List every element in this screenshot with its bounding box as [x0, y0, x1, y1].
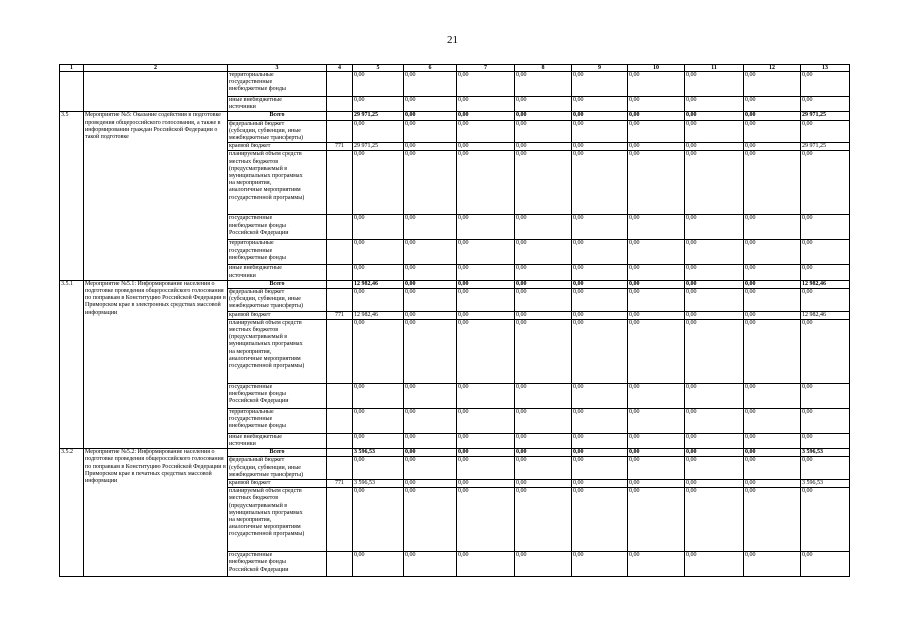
code-cell [327, 457, 353, 480]
value-cell: 0,00 [457, 433, 515, 448]
value-cell: 0,00 [801, 265, 850, 280]
value-cell: 0,00 [515, 143, 572, 151]
value-cell: 0,00 [515, 240, 572, 265]
source-cell: Всего [228, 112, 327, 120]
value-cell: 0,00 [353, 319, 404, 383]
value-cell: 0,00 [628, 383, 685, 408]
value-cell: 0,00 [572, 120, 628, 143]
value-cell: 0,00 [572, 215, 628, 240]
value-cell: 0,00 [515, 457, 572, 480]
value-cell: 0,00 [801, 488, 850, 552]
value-cell: 0,00 [744, 97, 801, 112]
value-cell: 0,00 [404, 143, 457, 151]
value-cell: 12 982,46 [801, 311, 850, 319]
source-cell: планируемый объем средств местных бюджетов (предусматриваемый в муниципальных программах на мероприятия, аналогичные мероприятиям государственной программы) [228, 319, 327, 383]
value-cell: 0,00 [744, 143, 801, 151]
row-number-cell: 3.5.2 [60, 449, 84, 577]
source-cell: территориальные государственные внебюджетные фонды [228, 72, 327, 97]
value-cell: 0,00 [457, 319, 515, 383]
value-cell: 0,00 [628, 151, 685, 215]
value-cell: 0,00 [515, 289, 572, 312]
col-header: 13 [801, 65, 850, 72]
code-cell [327, 240, 353, 265]
value-cell: 0,00 [801, 215, 850, 240]
value-cell: 0,00 [457, 143, 515, 151]
value-cell: 0,00 [457, 480, 515, 488]
value-cell: 0,00 [744, 480, 801, 488]
value-cell: 0,00 [457, 449, 515, 457]
value-cell: 3 596,53 [353, 480, 404, 488]
value-cell: 0,00 [685, 280, 744, 288]
value-cell: 0,00 [353, 552, 404, 577]
code-cell [327, 289, 353, 312]
value-cell: 0,00 [353, 240, 404, 265]
budget-table [59, 64, 850, 577]
column-header-row [60, 65, 850, 72]
value-cell: 0,00 [744, 112, 801, 120]
value-cell: 0,00 [572, 240, 628, 265]
value-cell: 0,00 [801, 97, 850, 112]
value-cell: 0,00 [685, 480, 744, 488]
row-number-cell [60, 72, 84, 112]
value-cell: 0,00 [685, 383, 744, 408]
value-cell: 0,00 [572, 112, 628, 120]
value-cell: 0,00 [515, 480, 572, 488]
value-cell: 0,00 [628, 215, 685, 240]
value-cell: 0,00 [572, 383, 628, 408]
value-cell: 12 982,46 [353, 311, 404, 319]
table-body [60, 65, 850, 577]
value-cell: 3 596,53 [801, 449, 850, 457]
value-cell: 0,00 [685, 240, 744, 265]
value-cell: 0,00 [801, 120, 850, 143]
value-cell: 0,00 [685, 112, 744, 120]
source-cell: иные внебюджетные источники [228, 433, 327, 448]
value-cell: 12 982,46 [353, 280, 404, 288]
code-cell [327, 280, 353, 288]
value-cell: 0,00 [685, 143, 744, 151]
value-cell: 0,00 [801, 72, 850, 97]
col-header: 6 [404, 65, 457, 72]
value-cell: 0,00 [572, 311, 628, 319]
value-cell: 12 982,46 [801, 280, 850, 288]
value-cell: 0,00 [685, 151, 744, 215]
value-cell: 29 971,25 [801, 112, 850, 120]
value-cell: 0,00 [404, 265, 457, 280]
value-cell: 0,00 [685, 215, 744, 240]
code-cell [327, 72, 353, 97]
value-cell: 0,00 [628, 120, 685, 143]
value-cell: 0,00 [744, 289, 801, 312]
value-cell: 0,00 [457, 457, 515, 480]
value-cell: 0,00 [744, 311, 801, 319]
value-cell: 0,00 [404, 457, 457, 480]
value-cell: 0,00 [515, 280, 572, 288]
value-cell: 0,00 [404, 319, 457, 383]
value-cell: 0,00 [515, 112, 572, 120]
value-cell: 0,00 [801, 552, 850, 577]
value-cell: 0,00 [685, 449, 744, 457]
value-cell: 0,00 [685, 552, 744, 577]
value-cell: 0,00 [685, 433, 744, 448]
value-cell: 0,00 [404, 480, 457, 488]
value-cell: 3 596,53 [353, 449, 404, 457]
value-cell: 0,00 [353, 433, 404, 448]
value-cell: 0,00 [744, 215, 801, 240]
value-cell: 0,00 [572, 408, 628, 433]
source-cell: территориальные государственные внебюджетные фонды [228, 408, 327, 433]
source-cell: иные внебюджетные источники [228, 265, 327, 280]
value-cell: 0,00 [515, 120, 572, 143]
value-cell: 0,00 [628, 449, 685, 457]
value-cell: 0,00 [744, 488, 801, 552]
value-cell: 0,00 [572, 289, 628, 312]
value-cell: 0,00 [744, 319, 801, 383]
code-cell [327, 112, 353, 120]
value-cell: 0,00 [404, 215, 457, 240]
table-row [60, 72, 850, 97]
value-cell: 0,00 [515, 97, 572, 112]
value-cell: 0,00 [801, 151, 850, 215]
col-header: 2 [84, 65, 228, 72]
value-cell: 0,00 [628, 143, 685, 151]
value-cell: 0,00 [515, 383, 572, 408]
source-cell: федеральный бюджет (субсидии, субвенции, иные межбюджетные трансферты) [228, 120, 327, 143]
col-header: 8 [515, 65, 572, 72]
col-header: 11 [685, 65, 744, 72]
code-cell [327, 120, 353, 143]
value-cell: 0,00 [404, 408, 457, 433]
value-cell: 0,00 [744, 457, 801, 480]
code-cell [327, 449, 353, 457]
value-cell: 0,00 [353, 488, 404, 552]
value-cell: 0,00 [353, 457, 404, 480]
value-cell: 0,00 [685, 319, 744, 383]
value-cell: 0,00 [801, 383, 850, 408]
value-cell: 3 596,53 [801, 480, 850, 488]
value-cell: 0,00 [404, 289, 457, 312]
value-cell: 0,00 [404, 383, 457, 408]
value-cell: 0,00 [744, 240, 801, 265]
value-cell: 0,00 [404, 72, 457, 97]
col-header: 10 [628, 65, 685, 72]
value-cell: 0,00 [457, 72, 515, 97]
value-cell: 0,00 [457, 120, 515, 143]
value-cell: 0,00 [457, 383, 515, 408]
value-cell: 0,00 [744, 449, 801, 457]
value-cell: 0,00 [685, 457, 744, 480]
code-cell: 771 [327, 480, 353, 488]
col-header: 7 [457, 65, 515, 72]
value-cell: 29 971,25 [353, 143, 404, 151]
value-cell: 0,00 [744, 120, 801, 143]
value-cell: 0,00 [744, 408, 801, 433]
value-cell: 0,00 [457, 552, 515, 577]
value-cell: 0,00 [685, 72, 744, 97]
code-cell [327, 383, 353, 408]
source-cell: федеральный бюджет (субсидии, субвенции, иные межбюджетные трансферты) [228, 457, 327, 480]
value-cell: 0,00 [628, 112, 685, 120]
value-cell: 0,00 [353, 151, 404, 215]
col-header: 5 [353, 65, 404, 72]
value-cell: 0,00 [457, 151, 515, 215]
value-cell: 0,00 [572, 449, 628, 457]
value-cell: 0,00 [572, 552, 628, 577]
value-cell: 0,00 [404, 240, 457, 265]
value-cell: 0,00 [404, 449, 457, 457]
value-cell: 0,00 [572, 143, 628, 151]
value-cell: 0,00 [353, 215, 404, 240]
code-cell [327, 408, 353, 433]
value-cell: 0,00 [457, 408, 515, 433]
code-cell [327, 265, 353, 280]
code-cell [327, 97, 353, 112]
value-cell: 0,00 [801, 289, 850, 312]
value-cell: 0,00 [685, 120, 744, 143]
value-cell: 0,00 [404, 280, 457, 288]
source-cell: государственные внебюджетные фонды Российской Федерации [228, 215, 327, 240]
value-cell: 0,00 [685, 488, 744, 552]
source-cell: территориальные государственные внебюджетные фонды [228, 240, 327, 265]
code-cell [327, 433, 353, 448]
value-cell: 0,00 [685, 265, 744, 280]
value-cell: 0,00 [628, 240, 685, 265]
value-cell: 0,00 [457, 265, 515, 280]
table-row [60, 112, 850, 120]
value-cell: 0,00 [685, 97, 744, 112]
page-number: 21 [447, 34, 458, 46]
value-cell: 0,00 [572, 319, 628, 383]
row-number-cell: 3.5.1 [60, 280, 84, 448]
source-cell: иные внебюджетные источники [228, 97, 327, 112]
value-cell: 0,00 [404, 120, 457, 143]
measure-name-cell: Мероприятие №5.2: Информирование населения о подготовке проведения общероссийского голосования по поправкам в Конституцию Российской Федерации в Приморском крае в печатных средствах массовой информации [84, 449, 228, 577]
value-cell: 0,00 [515, 488, 572, 552]
table-row [60, 449, 850, 457]
value-cell: 0,00 [572, 97, 628, 112]
value-cell: 0,00 [801, 457, 850, 480]
value-cell: 29 971,25 [353, 112, 404, 120]
value-cell: 0,00 [457, 240, 515, 265]
source-cell: федеральный бюджет (субсидии, субвенции, иные межбюджетные трансферты) [228, 289, 327, 312]
value-cell: 0,00 [744, 383, 801, 408]
value-cell: 0,00 [515, 552, 572, 577]
source-cell: планируемый объем средств местных бюджетов (предусматриваемый в муниципальных программах на мероприятия, аналогичные мероприятиям государственной программы) [228, 488, 327, 552]
value-cell: 0,00 [744, 280, 801, 288]
source-cell: краевой бюджет [228, 143, 327, 151]
value-cell: 0,00 [404, 433, 457, 448]
code-cell: 771 [327, 311, 353, 319]
source-cell: государственные внебюджетные фонды Российской Федерации [228, 552, 327, 577]
measure-name-cell [84, 72, 228, 112]
value-cell: 0,00 [404, 112, 457, 120]
value-cell: 0,00 [515, 215, 572, 240]
source-cell: Всего [228, 280, 327, 288]
code-cell: 771 [327, 143, 353, 151]
value-cell: 0,00 [628, 433, 685, 448]
code-cell [327, 215, 353, 240]
value-cell: 0,00 [353, 265, 404, 280]
measure-name-cell: Мероприятие №5.1: Информирование населения о подготовке проведения общероссийского голосования по поправкам в Конституцию Российской Федерации в Приморском крае в электронных средствах массовой информации [84, 280, 228, 448]
value-cell: 0,00 [628, 457, 685, 480]
value-cell: 0,00 [685, 408, 744, 433]
source-cell: краевой бюджет [228, 311, 327, 319]
source-cell: краевой бюджет [228, 480, 327, 488]
value-cell: 0,00 [515, 408, 572, 433]
value-cell: 0,00 [628, 97, 685, 112]
value-cell: 0,00 [572, 72, 628, 97]
value-cell: 0,00 [353, 383, 404, 408]
value-cell: 0,00 [457, 289, 515, 312]
value-cell: 0,00 [801, 240, 850, 265]
value-cell: 0,00 [628, 319, 685, 383]
value-cell: 0,00 [628, 408, 685, 433]
value-cell: 0,00 [515, 151, 572, 215]
value-cell: 0,00 [572, 488, 628, 552]
source-cell: Всего [228, 449, 327, 457]
value-cell: 0,00 [457, 488, 515, 552]
code-cell [327, 552, 353, 577]
value-cell: 0,00 [404, 151, 457, 215]
value-cell: 0,00 [628, 265, 685, 280]
code-cell [327, 319, 353, 383]
value-cell: 0,00 [628, 480, 685, 488]
value-cell: 0,00 [457, 311, 515, 319]
value-cell: 0,00 [628, 289, 685, 312]
value-cell: 0,00 [515, 265, 572, 280]
value-cell: 0,00 [404, 488, 457, 552]
value-cell: 0,00 [572, 151, 628, 215]
value-cell: 0,00 [515, 72, 572, 97]
source-cell: планируемый объем средств местных бюджетов (предусматриваемый в муниципальных программах на мероприятия, аналогичные мероприятиям государственной программы) [228, 151, 327, 215]
value-cell: 0,00 [404, 311, 457, 319]
value-cell: 0,00 [457, 97, 515, 112]
code-cell [327, 151, 353, 215]
value-cell: 0,00 [744, 433, 801, 448]
value-cell: 0,00 [572, 433, 628, 448]
table-row [60, 280, 850, 288]
value-cell: 0,00 [353, 408, 404, 433]
value-cell: 0,00 [744, 265, 801, 280]
col-header: 1 [60, 65, 84, 72]
value-cell: 0,00 [457, 112, 515, 120]
code-cell [327, 488, 353, 552]
value-cell: 0,00 [572, 457, 628, 480]
col-header: 9 [572, 65, 628, 72]
value-cell: 29 971,25 [801, 143, 850, 151]
value-cell: 0,00 [515, 319, 572, 383]
value-cell: 0,00 [628, 488, 685, 552]
value-cell: 0,00 [801, 408, 850, 433]
value-cell: 0,00 [404, 552, 457, 577]
value-cell: 0,00 [801, 433, 850, 448]
value-cell: 0,00 [572, 280, 628, 288]
value-cell: 0,00 [744, 151, 801, 215]
value-cell: 0,00 [628, 280, 685, 288]
value-cell: 0,00 [515, 449, 572, 457]
col-header: 4 [327, 65, 353, 72]
col-header: 3 [228, 65, 327, 72]
value-cell: 0,00 [457, 280, 515, 288]
value-cell: 0,00 [685, 289, 744, 312]
value-cell: 0,00 [515, 311, 572, 319]
value-cell: 0,00 [685, 311, 744, 319]
value-cell: 0,00 [353, 120, 404, 143]
value-cell: 0,00 [515, 433, 572, 448]
value-cell: 0,00 [628, 72, 685, 97]
value-cell: 0,00 [353, 97, 404, 112]
value-cell: 0,00 [628, 552, 685, 577]
col-header: 12 [744, 65, 801, 72]
value-cell: 0,00 [744, 552, 801, 577]
value-cell: 0,00 [572, 265, 628, 280]
measure-name-cell: Мероприятие №5: Оказание содействия в подготовке проведения общероссийского голосования, а также в информировании граждан Российской Федерации о такой подготовке [84, 112, 228, 280]
source-cell: государственные внебюджетные фонды Российской Федерации [228, 383, 327, 408]
value-cell: 0,00 [801, 319, 850, 383]
value-cell: 0,00 [353, 72, 404, 97]
value-cell: 0,00 [457, 215, 515, 240]
value-cell: 0,00 [404, 97, 457, 112]
value-cell: 0,00 [744, 72, 801, 97]
value-cell: 0,00 [353, 289, 404, 312]
value-cell: 0,00 [572, 480, 628, 488]
row-number-cell: 3.5 [60, 112, 84, 280]
value-cell: 0,00 [628, 311, 685, 319]
